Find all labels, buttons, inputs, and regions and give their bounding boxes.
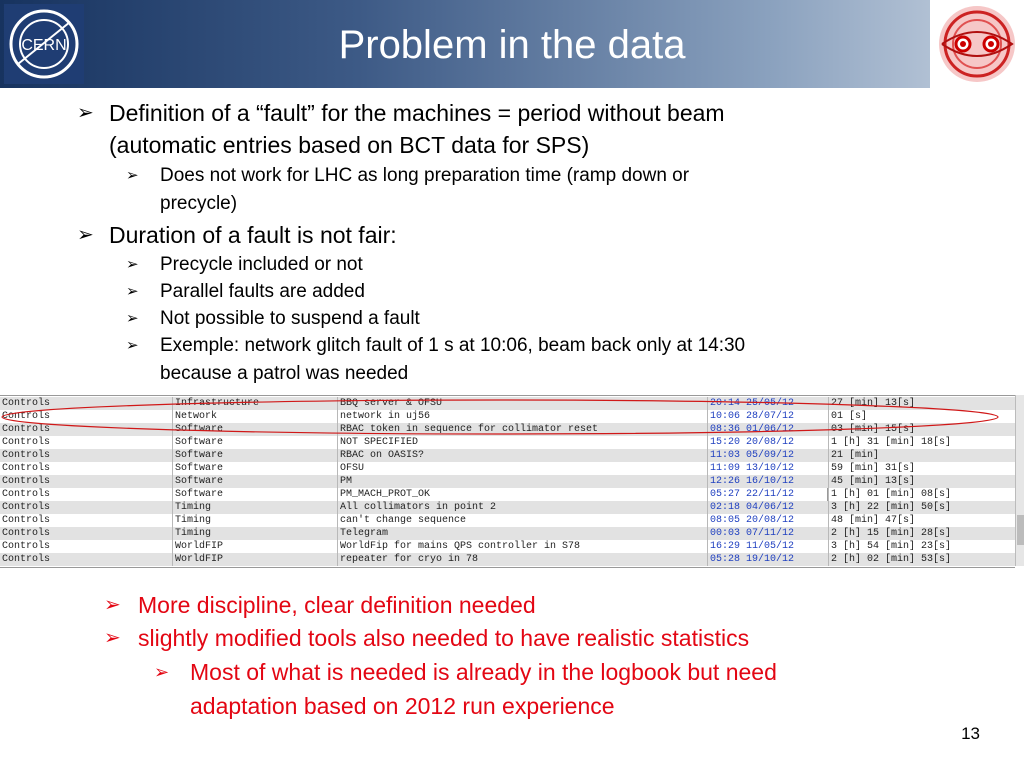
table-cell: Controls [2,502,51,513]
table-cell: Software [172,462,337,475]
table-cell-datetime: 10:06 28/07/12 [707,410,828,423]
table-cell: Software [172,488,337,501]
table-cell: Controls [2,450,51,461]
table-cell: PM [337,475,707,488]
table-cell-duration: 48 [min] 47[s] [828,514,1015,527]
table-cell: Telegram [337,527,707,540]
table-cell-duration: 3 [h] 22 [min] 50[s] [828,501,1015,514]
arrow-bullet-icon: ➢ [77,102,94,124]
table-cell: network in uj56 [337,410,707,423]
table-cell: Software [172,449,337,462]
table-cell-duration: 3 [h] 54 [min] 23[s] [828,540,1015,553]
table-cell-datetime: 11:03 05/09/12 [707,449,828,462]
table-cell-datetime: 11:09 13/10/12 [707,462,828,475]
table-cell: OFSU [337,462,707,475]
table-cell-datetime: 05:27 22/11/12 [707,488,828,501]
table-cell: Controls [2,554,51,565]
bullet-item-continuation: (automatic entries based on BCT data for SPS) [109,132,590,158]
table-cell: can't change sequence [337,514,707,527]
table-cell: repeater for cryo in 78 [337,553,707,566]
table-cell-datetime: 15:20 20/08/12 [707,436,828,449]
arrow-bullet-icon: ➢ [126,337,139,354]
table-cell-datetime: 16:29 11/05/12 [707,540,828,553]
bullet-item: ➢ Definition of a “fault” for the machines = period without beam [109,96,725,130]
table-cell-duration: 01 [s] [828,410,1015,423]
fault-log-table [0,395,1015,568]
slide-title: Problem in the data [338,23,686,67]
arrow-bullet-icon: ➢ [104,594,121,616]
table-cell-datetime: 08:36 01/06/12 [707,423,828,436]
table-cell-datetime: 05:28 19/10/12 [707,553,828,566]
slide-header [0,0,1024,88]
table-cell-duration: 27 [min] 13[s] [828,397,1015,410]
highlight-ellipse [0,396,1015,567]
table-cell: BBQ server & OFSU [337,397,707,410]
arrow-bullet-icon: ➢ [126,167,139,184]
arrow-bullet-icon: ➢ [126,283,139,300]
table-cell: Controls [2,528,51,539]
table-cell: WorldFIP [172,540,337,553]
lhc-logo-icon [930,0,1024,88]
table-cell-datetime: 00:03 07/11/12 [707,527,828,540]
table-cell: Controls [2,515,51,526]
sub-bullet-item: ➢ Exemple: network glitch fault of 1 s at 10:06, beam back only at 14:30 [160,332,745,360]
conclusion-bullet: ➢ More discipline, clear definition needed [138,588,536,622]
conclusion-sub-bullet-continuation: adaptation based on 2012 run experience [190,693,615,719]
table-cell-datetime: 02:18 04/06/12 [707,501,828,514]
table-cell: All collimators in point 2 [337,501,707,514]
table-cell-duration: 59 [min] 31[s] [828,462,1015,475]
cern-logo-text: CERN [21,37,67,54]
table-cell: NOT SPECIFIED [337,436,707,449]
table-cell-datetime: 20:14 25/05/12 [707,397,828,410]
table-cell: RBAC token in sequence for collimator reset [337,423,707,436]
sub-bullet-item-continuation: precycle) [160,193,238,214]
sub-bullet-item: ➢ Precycle included or not [160,251,363,279]
conclusion-bullet: ➢ slightly modified tools also needed to have realistic statistics [138,621,749,655]
table-cell: WorldFip for mains QPS controller in S78 [337,540,707,553]
table-cell-duration: 45 [min] 13[s] [828,475,1015,488]
sub-bullet-item: ➢ Does not work for LHC as long preparation time (ramp down or [160,162,689,190]
arrow-bullet-icon: ➢ [126,310,139,327]
table-cell: Software [172,423,337,436]
table-cell: Software [172,475,337,488]
arrow-bullet-icon: ➢ [126,256,139,273]
table-cell: Controls [2,424,51,435]
table-cell: RBAC on OASIS? [337,449,707,462]
scrollbar-thumb[interactable] [1017,515,1024,545]
table-cell: Controls [2,411,51,422]
arrow-bullet-icon: ➢ [104,627,121,649]
table-cell: Controls [2,398,51,409]
sub-bullet-item: ➢ Not possible to suspend a fault [160,305,420,333]
table-cell: Controls [2,437,51,448]
table-cell-datetime: 08:05 20/08/12 [707,514,828,527]
table-cell: Controls [2,463,51,474]
arrow-bullet-icon: ➢ [154,662,170,682]
table-cell: Controls [2,489,51,500]
table-cell: Infrastructure [172,397,337,410]
conclusion-sub-bullet: ➢ Most of what is needed is already in the logbook but need [190,655,777,689]
bullet-item: ➢ Duration of a fault is not fair: [109,218,397,252]
table-cell: Timing [172,501,337,514]
arrow-bullet-icon: ➢ [77,224,94,246]
table-cell-datetime: 12:26 16/10/12 [707,475,828,488]
table-cell-duration: 03 [min] 15[s] [828,423,1015,436]
table-cell: Controls [2,541,51,552]
table-cell-duration: 2 [h] 02 [min] 53[s] [828,553,1015,566]
table-cell-duration: 21 [min] [828,449,1015,462]
table-cell-duration: 1 [h] 31 [min] 18[s] [828,436,1015,449]
table-cell: Timing [172,527,337,540]
table-cell: Controls [2,476,51,487]
page-number: 13 [961,724,980,743]
table-cell: Timing [172,514,337,527]
table-cell: PM_MACH_PROT_OK [337,488,707,501]
table-cell-duration: 2 [h] 15 [min] 28[s] [828,527,1015,540]
table-scrollbar[interactable] [1015,395,1024,566]
table-cell: WorldFIP [172,553,337,566]
table-cell: Network [172,410,337,423]
sub-bullet-item: ➢ Parallel faults are added [160,278,365,306]
table-cell-duration: 1 [h] 01 [min] 08[s] [828,488,1015,501]
sub-bullet-item-continuation: because a patrol was needed [160,363,409,384]
table-cell: Software [172,436,337,449]
